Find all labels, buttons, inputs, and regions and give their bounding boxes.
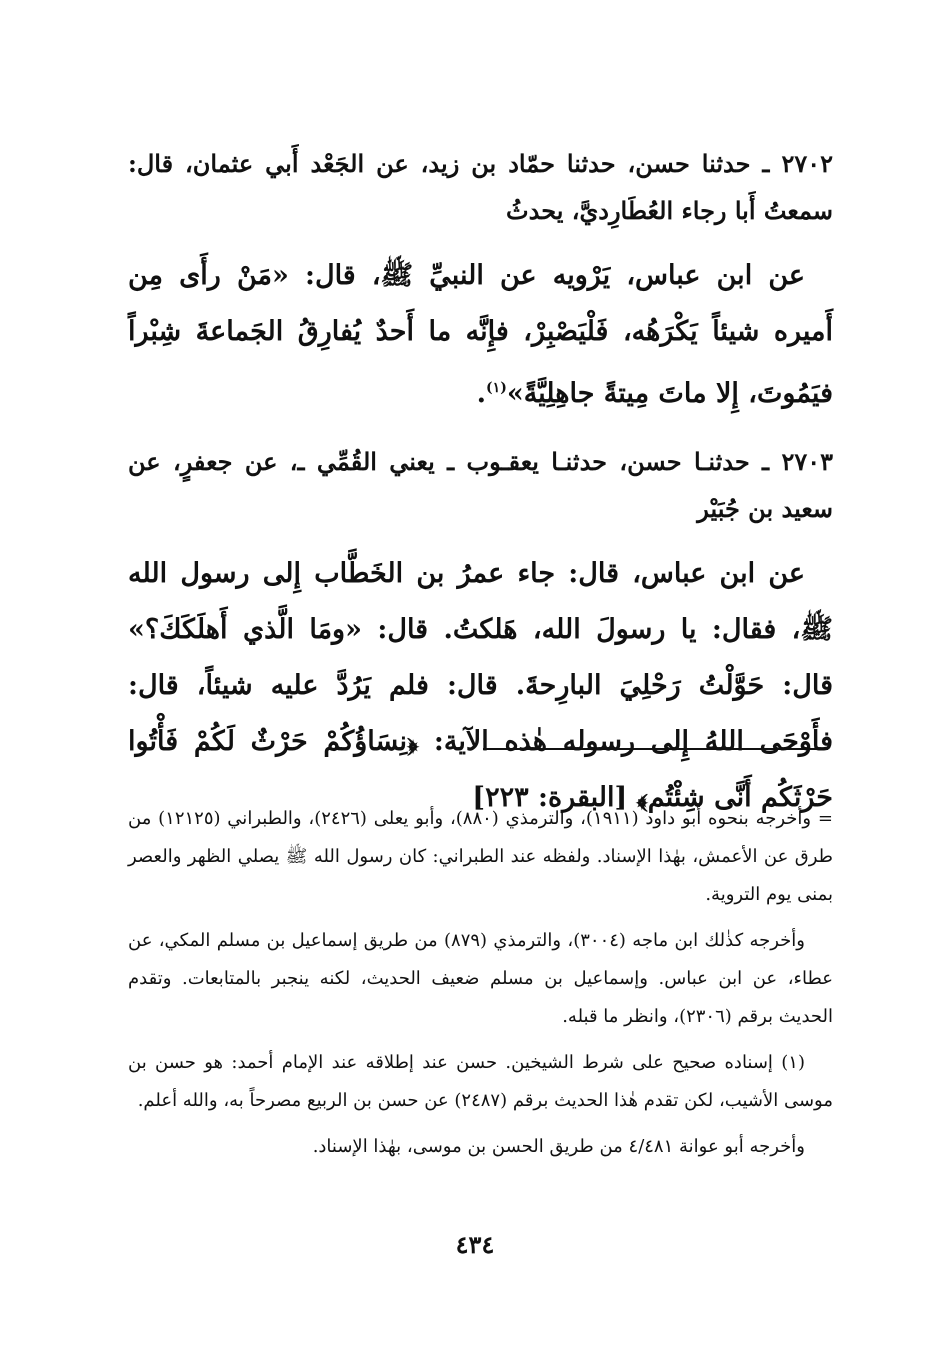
spacer [128,422,833,438]
footnote-1-continuation: وأخرجه أبو عوانة ٤/٤٨١ من طريق الحسن بن موسى، بهٰذا الإسناد. [312,1136,805,1157]
main-text [128,140,833,826]
hadith-2703-matn: عن ابن عباس، قال: جاء عمرُ بن الخَطَّاب إِلى رسول الله ﷺ، فقال: يا رسولَ الله، هَلكتُ. قال: «ومَا الَّذي أَهلَكَكَ؟» قال: حَوَّلْتُ رَحْلِيَ البارِحةَ. قال: فلم يَرُدَّ عليه شيئاً، قال: فأَوْحَى اللهُ إِلى رسوله هٰذه الآية: ﴿نِسَاؤُكُمْ حَرْثٌ لَكُمْ فَأْتُوا حَرْثَكُم أَنَّى شِئْتُم﴾ [البقرة: ٢٢٣] [128,558,833,813]
spacer [128,234,833,248]
spacer [128,1120,833,1128]
footnote-continuation: = وأخرجه بنحوه أبو داود (١٩١١)، والترمذي (٨٨٠)، وأبو يعلى (٢٤٢٦)، والطبراني (١٢١٢٥) من طرق عن الأعمش، بهٰذا الإسناد. ولفظه عند الطبراني: كان رسول الله ﷺ يصلي الظهر والعصر بمنى يوم التروية. [128,808,833,905]
hadith-2702-isnad: ٢٧٠٢ ـ حدثنا حسن، حدثنا حمّاد بن زيد، عن الجَعْد أَبي عثمان، قال: سمعتُ أَبا رجاء العُطَارِديَّ، يحدثُ [128,149,833,225]
hadith-2702-matn-text: عن ابن عباس، يَرْويه عن النبيِّ ﷺ، قال: «مَنْ رأَى مِن أَميره شيئاً يَكْرَهُه، فَلْيَصْبِرْ، فإِنَّه ما أَحدٌ يُفارِقُ الجَماعةَ شِبْراً فيَمُوتَ، إِلا ماتَ مِيتةً جاهِلِيَّةً» [128,260,833,409]
footnote-divider [483,748,828,750]
footnote-ref-1[interactable]: (١) [486,380,507,396]
hadith-2703-isnad: ٢٧٠٣ ـ حدثنـا حسن، حدثنـا يعقـوب ـ يعني القُمِّي ـ، عن جعفرٍ، عن سعيد بن جُبَيْر [128,447,833,523]
hadith-2702-matn-end: . [476,378,487,409]
footnote-para: وأخرجه كذٰلك ابن ماجه (٣٠٠٤)، والترمذي (٨٧٩) من طريق إسماعيل بن مسلم المكي، عن عطاء، عن ابن عباس. وإسماعيل بن مسلم ضعيف الحديث، لكنه ينجبر بالمتابعات. وتقدم الحديث برقم (٢٣٠٦)، وانظر ما قبله. [128,930,833,1027]
footnote-1: (١) إسناده صحيح على شرط الشيخين. حسن عند إطلاقه عند الإمام أحمد: هو حسن بن موسى الأشيب، لكن تقدم هٰذا الحديث برقم (٢٤٨٧) عن حسن بن الربيع مصرحاً به، والله أعلم. [128,1052,833,1111]
page-number: ٤٣٤ [455,1230,495,1259]
spacer [128,532,833,546]
footnotes [128,800,833,1166]
spacer [128,1036,833,1044]
spacer [128,914,833,922]
hadith-2702-matn [128,248,833,422]
